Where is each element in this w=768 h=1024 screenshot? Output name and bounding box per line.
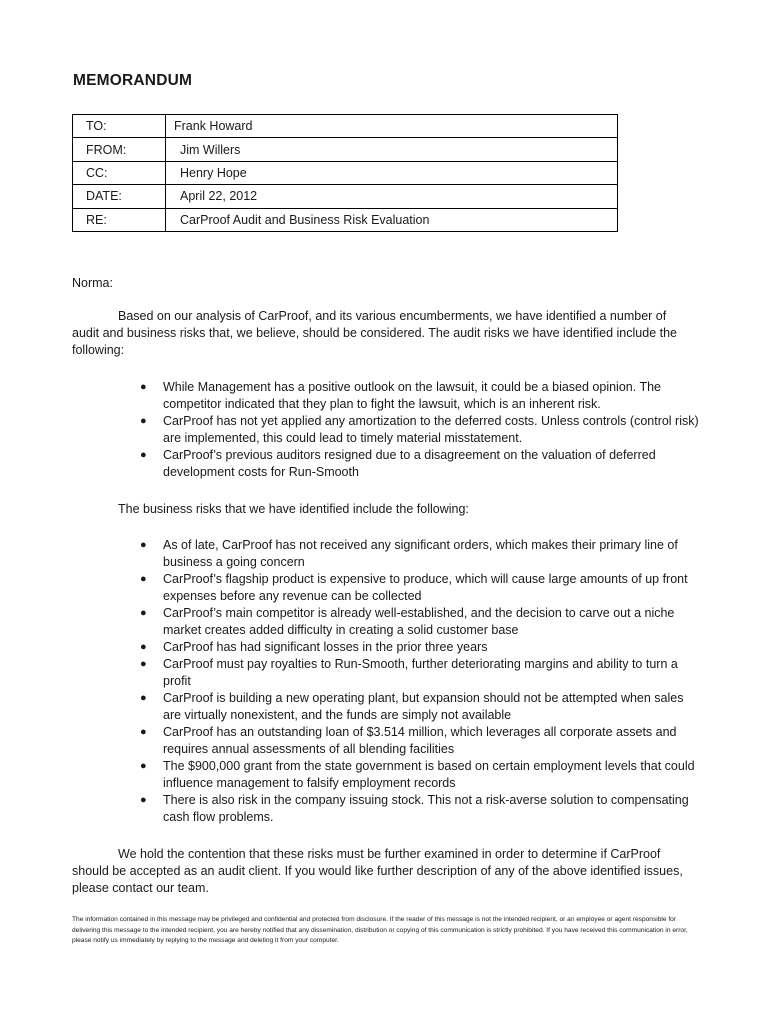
business-risk-text: CarProof has an outstanding loan of $3.514 million, which leverages all corporate assets and requires annual assessments of all blending facilities: [163, 725, 677, 756]
bullet-icon: ●: [140, 658, 147, 670]
bullet-icon: ●: [140, 760, 147, 772]
header-row-to: [73, 115, 618, 138]
audit-risks-list: [140, 379, 703, 481]
business-risk-text: The $900,000 grant from the state government is based on certain employment levels that could influence management to falsify employment records: [163, 759, 695, 790]
re-label: RE:: [73, 208, 166, 231]
audit-risk-text: CarProof’s previous auditors resigned due to a disagreement on the valuation of deferred development costs for Run-Smooth: [163, 448, 656, 479]
business-risk-text: CarProof’s flagship product is expensive to produce, which will cause large amounts of up front expenses before any revenue can be collected: [163, 572, 688, 603]
list-item: [140, 656, 703, 690]
confidentiality-disclaimer: The information contained in this message may be privileged and confidential and protected from disclosure. If the reader of this message is not the intended recipient, or an employee or agent responsible for delivering this message to the intended recipient, you are hereby notified that any dissemination, distribution or copying of this communication is strictly prohibited. If you have received this communication in error, please notify us immediately by replying to the message and deleting it from your computer.: [72, 916, 688, 944]
bullet-icon: ●: [140, 415, 147, 427]
salutation: Norma:: [72, 276, 113, 290]
bullet-icon: ●: [140, 692, 147, 704]
list-item: [140, 639, 703, 656]
audit-risk-text: CarProof has not yet applied any amortization to the deferred costs. Unless controls (control risk) are implemented, this could lead to timely material misstatement.: [163, 414, 699, 445]
business-risk-text: As of late, CarProof has not received any significant orders, which makes their primary line of business a going concern: [163, 538, 678, 569]
list-item: [140, 605, 703, 639]
list-item: [140, 537, 703, 571]
list-item: [140, 571, 703, 605]
date-label: DATE:: [73, 185, 166, 208]
business-risk-text: CarProof is building a new operating plant, but expansion should not be attempted when sales are virtually nonexistent, and the funds are simply not available: [163, 691, 684, 722]
to-label: TO:: [73, 115, 166, 138]
bullet-icon: ●: [140, 573, 147, 585]
business-risk-text: CarProof has had significant losses in the prior three years: [163, 640, 488, 654]
bullet-icon: ●: [140, 794, 147, 806]
bullet-icon: ●: [140, 726, 147, 738]
business-risk-text: There is also risk in the company issuing stock. This not a risk-averse solution to compensating cash flow problems.: [163, 793, 689, 824]
list-item: [140, 690, 703, 724]
header-row-re: [73, 208, 618, 231]
memo-title: MEMORANDUM: [73, 72, 193, 89]
bullet-icon: ●: [140, 449, 147, 461]
bullet-icon: ●: [140, 539, 147, 551]
date-value: April 22, 2012: [166, 185, 618, 208]
cc-label: CC:: [73, 161, 166, 184]
list-item: [140, 379, 703, 413]
memo-header-table: [72, 114, 618, 232]
from-value: Jim Willers: [166, 138, 618, 161]
audit-risk-text: While Management has a positive outlook on the lawsuit, it could be a biased opinion. The competitor indicated that they plan to fight the lawsuit, which is an inherent risk.: [163, 380, 661, 411]
business-risks-list: [140, 537, 703, 826]
header-row-date: [73, 185, 618, 208]
business-risks-intro: The business risks that we have identified include the following:: [118, 502, 469, 516]
closing-paragraph: We hold the contention that these risks must be further examined in order to determine if CarProof should be accepted as an audit client. If you would like further description of any of the above identified issues, please contact our team.: [72, 847, 683, 895]
to-value: Frank Howard: [166, 115, 618, 138]
list-item: [140, 792, 703, 826]
intro-paragraph: Based on our analysis of CarProof, and its various encumberments, we have identified a number of audit and business risks that, we believe, should be considered. The audit risks we have identified include the following:: [72, 309, 677, 357]
bullet-icon: ●: [140, 641, 147, 653]
list-item: [140, 447, 703, 481]
list-item: [140, 413, 703, 447]
bullet-icon: ●: [140, 607, 147, 619]
re-value: CarProof Audit and Business Risk Evaluation: [166, 208, 618, 231]
cc-value: Henry Hope: [166, 161, 618, 184]
business-risk-text: CarProof’s main competitor is already well-established, and the decision to carve out a niche market creates added difficulty in creating a solid customer base: [163, 606, 675, 637]
from-label: FROM:: [73, 138, 166, 161]
business-risk-text: CarProof must pay royalties to Run-Smooth, further deteriorating margins and ability to turn a profit: [163, 657, 678, 688]
list-item: [140, 724, 703, 758]
bullet-icon: ●: [140, 381, 147, 393]
header-row-from: [73, 138, 618, 161]
header-row-cc: [73, 161, 618, 184]
list-item: [140, 758, 703, 792]
